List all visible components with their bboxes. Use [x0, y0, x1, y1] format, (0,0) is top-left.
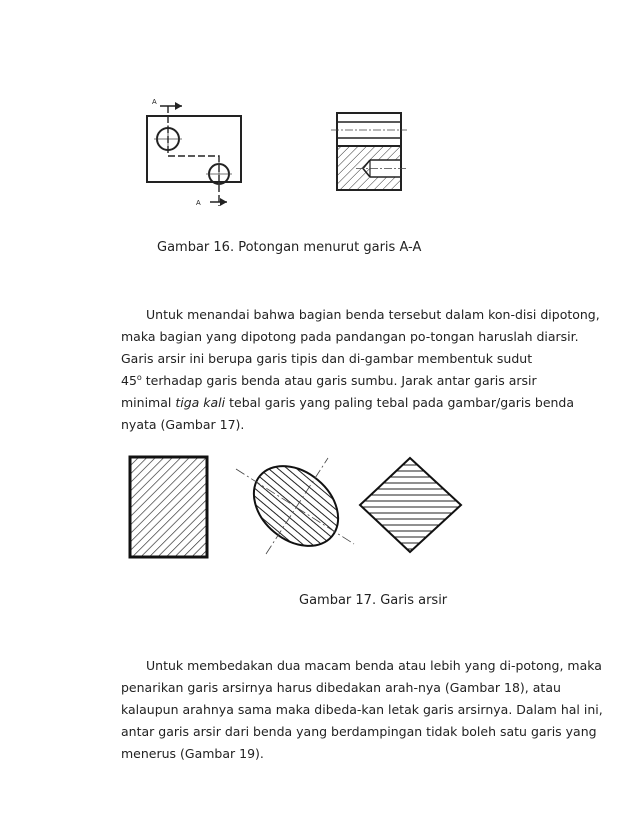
- paragraph-1: [121, 304, 600, 436]
- hatched-ellipse: [236, 450, 354, 560]
- section-view: [331, 113, 407, 190]
- figure-16-caption: Gambar 16. Potongan menurut garis A-A: [157, 240, 422, 255]
- paragraph-2: [121, 655, 603, 765]
- paragraph-1-line-5: minimal tiga kali tebal garis yang paling tebal pada gambar/garis benda: [121, 395, 575, 410]
- front-view: [147, 102, 241, 206]
- paragraph-1-line-1: Untuk menandai bahwa bagian benda tersebut dalam kon-disi dipotong,: [146, 307, 600, 322]
- paragraph-2-line-2: penarikan garis arsirnya harus dibedakan arah-nya (Gambar 18), atau: [121, 680, 561, 695]
- emphasis-tiga-kali: tiga kali: [175, 395, 226, 410]
- paragraph-1-line-3: Garis arsir ini berupa garis tipis dan di-gambar membentuk sudut: [121, 351, 533, 366]
- hatched-rectangle: [130, 457, 207, 557]
- figure-17-drawing: [120, 450, 470, 560]
- paragraph-1-line-4: 45$^o$ terhadap garis benda atau garis sumbu. Jarak antar garis arsir: [121, 372, 537, 388]
- section-label-top: A: [152, 99, 157, 106]
- figure-17-caption: Gambar 17. Garis arsir: [299, 593, 448, 608]
- paragraph-1-line-2: maka bagian yang dipotong pada pandangan po-tongan haruslah diarsir.: [121, 329, 579, 344]
- paragraph-1-line-6: nyata (Gambar 17).: [121, 417, 245, 432]
- section-label-bottom: A: [196, 200, 201, 207]
- paragraph-2-line-3: kalaupun arahnya sama maka dibeda-kan letak garis arsirnya. Dalam hal ini,: [121, 702, 603, 717]
- paragraph-2-line-1: Untuk membedakan dua macam benda atau lebih yang di-potong, maka: [146, 658, 602, 673]
- paragraph-2-line-4: antar garis arsir dari benda yang berdampingan tidak boleh satu garis yang: [121, 724, 597, 739]
- paragraph-2-line-5: menerus (Gambar 19).: [121, 746, 264, 761]
- hatched-diamond: [360, 458, 461, 552]
- figure-16-drawing: [130, 94, 430, 214]
